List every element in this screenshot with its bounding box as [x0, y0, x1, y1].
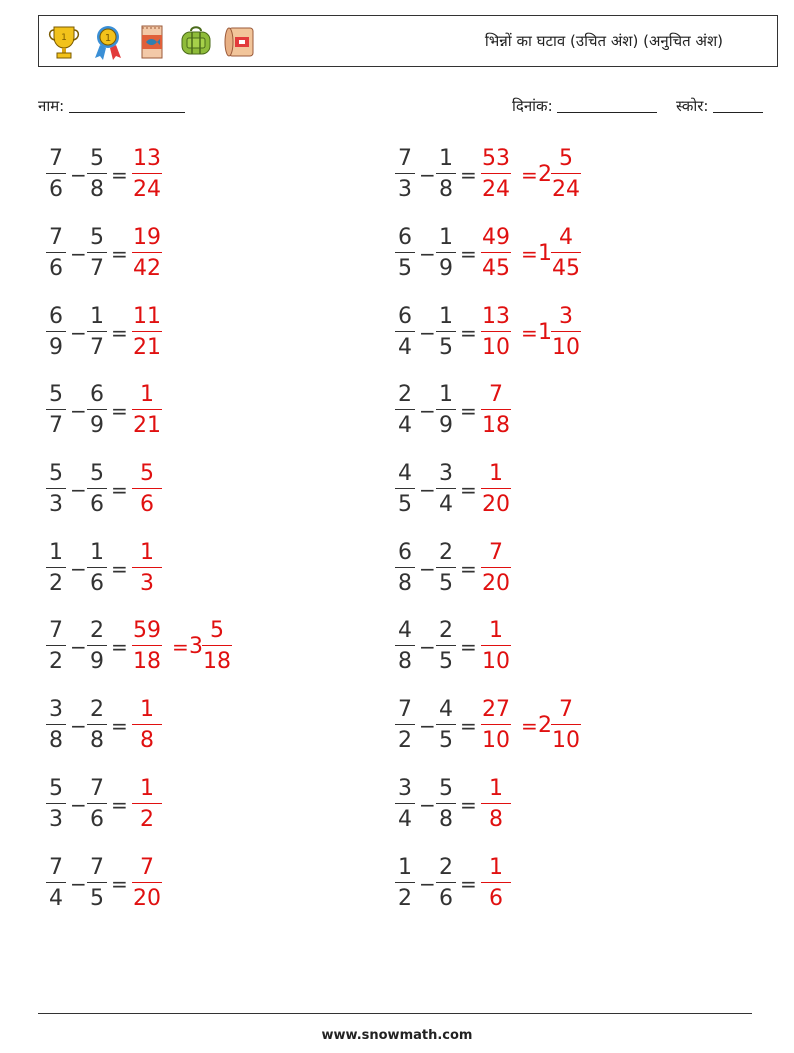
denominator: 8 [489, 807, 503, 832]
minus-sign: − [419, 872, 436, 896]
denominator: 8 [439, 177, 453, 202]
second-fraction [436, 539, 456, 599]
date-field [512, 96, 657, 116]
denominator: 18 [133, 649, 161, 674]
first-fraction [395, 775, 415, 835]
denominator: 18 [482, 413, 510, 438]
equals-sign: = [111, 635, 128, 659]
denominator: 6 [439, 886, 453, 911]
first-fraction [395, 303, 415, 363]
minus-sign: − [70, 635, 87, 659]
answer-fraction [132, 303, 162, 363]
numerator: 27 [481, 696, 511, 725]
denominator: 5 [398, 256, 412, 281]
name-field [38, 96, 185, 116]
denominator: 5 [439, 649, 453, 674]
fish-packet-icon [133, 23, 171, 61]
equals-sign: = [111, 399, 128, 423]
second-fraction [436, 381, 456, 441]
first-fraction [395, 145, 415, 205]
numerator: 1 [87, 539, 107, 568]
problem-4 [393, 224, 713, 284]
mixed-whole-number: 2 [538, 162, 552, 187]
answer-fraction [481, 539, 511, 599]
numerator: 7 [395, 696, 415, 725]
mixed-whole-number: 2 [538, 713, 552, 738]
mixed-equals-sign: = [521, 163, 538, 187]
numerator: 6 [395, 224, 415, 253]
denominator: 8 [90, 177, 104, 202]
numerator: 59 [132, 617, 162, 646]
second-fraction [87, 381, 107, 441]
denominator: 5 [439, 335, 453, 360]
denominator: 2 [140, 807, 154, 832]
denominator: 5 [439, 728, 453, 753]
numerator: 7 [46, 854, 66, 883]
minus-sign: − [70, 242, 87, 266]
numerator: 2 [436, 539, 456, 568]
problem-14 [393, 617, 713, 677]
denominator: 4 [398, 413, 412, 438]
numerator: 5 [132, 460, 162, 489]
mixed-equals-sign: = [172, 635, 189, 659]
numerator: 2 [436, 854, 456, 883]
name-blank[interactable] [69, 98, 185, 113]
second-fraction [87, 224, 107, 284]
footer-divider [38, 1013, 752, 1014]
minus-sign: − [419, 793, 436, 817]
numerator: 4 [395, 460, 415, 489]
denominator: 2 [49, 571, 63, 596]
denominator: 4 [49, 886, 63, 911]
second-fraction [436, 303, 456, 363]
numerator: 2 [87, 617, 107, 646]
minus-sign: − [70, 478, 87, 502]
numerator: 5 [46, 460, 66, 489]
denominator: 24 [482, 177, 510, 202]
second-fraction [87, 854, 107, 914]
answer-fraction [132, 145, 162, 205]
problem-12 [393, 539, 713, 599]
answer-fraction [481, 460, 511, 520]
first-fraction [46, 460, 66, 520]
numerator: 4 [395, 617, 415, 646]
denominator: 10 [482, 649, 510, 674]
numerator: 5 [202, 617, 232, 646]
denominator: 5 [90, 886, 104, 911]
equals-sign: = [460, 793, 477, 817]
numerator: 19 [132, 224, 162, 253]
denominator: 2 [49, 649, 63, 674]
name-label: नाम: [38, 97, 65, 115]
numerator: 6 [395, 303, 415, 332]
numerator: 5 [87, 145, 107, 174]
minus-sign: − [419, 714, 436, 738]
numerator: 1 [132, 539, 162, 568]
problem-5 [44, 303, 364, 363]
equals-sign: = [111, 163, 128, 187]
denominator: 20 [482, 492, 510, 517]
numerator: 5 [436, 775, 456, 804]
minus-sign: − [419, 557, 436, 581]
problem-9 [44, 460, 364, 520]
denominator: 18 [203, 649, 231, 674]
second-fraction [436, 145, 456, 205]
denominator: 5 [439, 571, 453, 596]
mixed-fraction [202, 617, 232, 677]
mixed-whole-number: 1 [538, 320, 552, 345]
denominator: 9 [439, 256, 453, 281]
problem-11 [44, 539, 364, 599]
first-fraction [46, 224, 66, 284]
denominator: 10 [482, 335, 510, 360]
second-fraction [436, 696, 456, 756]
minus-sign: − [419, 163, 436, 187]
answer-fraction [132, 854, 162, 914]
mixed-fraction [551, 145, 581, 205]
first-fraction [46, 145, 66, 205]
denominator: 24 [552, 177, 580, 202]
equals-sign: = [111, 714, 128, 738]
second-fraction [436, 460, 456, 520]
denominator: 9 [90, 413, 104, 438]
minus-sign: − [70, 399, 87, 423]
numerator: 5 [87, 460, 107, 489]
problem-8 [393, 381, 713, 441]
numerator: 5 [87, 224, 107, 253]
second-fraction [87, 775, 107, 835]
problem-16 [393, 696, 713, 756]
denominator: 4 [398, 807, 412, 832]
numerator: 7 [132, 854, 162, 883]
numerator: 7 [395, 145, 415, 174]
answer-fraction [481, 303, 511, 363]
denominator: 4 [439, 492, 453, 517]
numerator: 7 [481, 381, 511, 410]
minus-sign: − [419, 635, 436, 659]
numerator: 6 [46, 303, 66, 332]
problem-1 [44, 145, 364, 205]
problem-20 [393, 854, 713, 914]
numerator: 7 [551, 696, 581, 725]
numerator: 3 [395, 775, 415, 804]
denominator: 20 [133, 886, 161, 911]
svg-text:1: 1 [61, 33, 67, 43]
minus-sign: − [419, 242, 436, 266]
denominator: 6 [90, 492, 104, 517]
problem-17 [44, 775, 364, 835]
date-label: दिनांक: [512, 97, 553, 115]
numerator: 1 [87, 303, 107, 332]
numerator: 13 [481, 303, 511, 332]
equals-sign: = [460, 714, 477, 738]
medal-icon [89, 23, 127, 61]
answer-fraction [132, 775, 162, 835]
equals-sign: = [460, 557, 477, 581]
numerator: 1 [436, 303, 456, 332]
denominator: 8 [140, 728, 154, 753]
first-fraction [46, 854, 66, 914]
numerator: 1 [46, 539, 66, 568]
denominator: 8 [398, 571, 412, 596]
denominator: 2 [398, 886, 412, 911]
minus-sign: − [70, 163, 87, 187]
problem-6 [393, 303, 713, 363]
numerator: 5 [551, 145, 581, 174]
second-fraction [87, 460, 107, 520]
second-fraction [87, 303, 107, 363]
denominator: 45 [552, 256, 580, 281]
second-fraction [87, 696, 107, 756]
answer-fraction [481, 381, 511, 441]
denominator: 6 [90, 571, 104, 596]
second-fraction [436, 775, 456, 835]
answer-fraction [132, 617, 162, 677]
numerator: 3 [436, 460, 456, 489]
numerator: 1 [395, 854, 415, 883]
denominator: 9 [439, 413, 453, 438]
numerator: 7 [46, 617, 66, 646]
numerator: 2 [395, 381, 415, 410]
numerator: 4 [436, 696, 456, 725]
numerator: 7 [87, 854, 107, 883]
equals-sign: = [111, 793, 128, 817]
minus-sign: − [70, 793, 87, 817]
denominator: 42 [133, 256, 161, 281]
bandage-icon [221, 23, 259, 61]
mixed-whole-number: 3 [189, 634, 203, 659]
mixed-fraction [551, 303, 581, 363]
numerator: 1 [436, 381, 456, 410]
answer-fraction [132, 460, 162, 520]
numerator: 1 [481, 775, 511, 804]
numerator: 1 [436, 145, 456, 174]
numerator: 7 [46, 145, 66, 174]
equals-sign: = [460, 321, 477, 345]
numerator: 1 [481, 617, 511, 646]
numerator: 13 [132, 145, 162, 174]
trophy-icon [45, 23, 83, 61]
equals-sign: = [111, 321, 128, 345]
numerator: 3 [46, 696, 66, 725]
mixed-equals-sign: = [521, 321, 538, 345]
minus-sign: − [70, 557, 87, 581]
denominator: 6 [49, 256, 63, 281]
denominator: 20 [482, 571, 510, 596]
answer-fraction [481, 224, 511, 284]
equals-sign: = [111, 557, 128, 581]
problem-2 [393, 145, 713, 205]
worksheet-header [38, 15, 778, 67]
second-fraction [436, 617, 456, 677]
denominator: 8 [398, 649, 412, 674]
numerator: 2 [87, 696, 107, 725]
denominator: 24 [133, 177, 161, 202]
numerator: 5 [46, 775, 66, 804]
answer-fraction [481, 145, 511, 205]
first-fraction [46, 696, 66, 756]
problem-7 [44, 381, 364, 441]
problem-3 [44, 224, 364, 284]
problem-19 [44, 854, 364, 914]
denominator: 21 [133, 335, 161, 360]
first-fraction [395, 539, 415, 599]
first-fraction [46, 539, 66, 599]
second-fraction [87, 539, 107, 599]
minus-sign: − [70, 321, 87, 345]
numerator: 6 [395, 539, 415, 568]
minus-sign: − [419, 321, 436, 345]
denominator: 9 [90, 649, 104, 674]
minus-sign: − [70, 872, 87, 896]
equals-sign: = [460, 242, 477, 266]
equals-sign: = [460, 399, 477, 423]
answer-fraction [481, 775, 511, 835]
denominator: 6 [90, 807, 104, 832]
denominator: 6 [140, 492, 154, 517]
first-fraction [46, 617, 66, 677]
numerator: 1 [436, 224, 456, 253]
denominator: 7 [90, 335, 104, 360]
denominator: 21 [133, 413, 161, 438]
equals-sign: = [111, 478, 128, 502]
first-fraction [46, 381, 66, 441]
numerator: 6 [87, 381, 107, 410]
denominator: 7 [49, 413, 63, 438]
second-fraction [436, 224, 456, 284]
numerator: 7 [481, 539, 511, 568]
backpack-icon [177, 23, 215, 61]
first-fraction [395, 854, 415, 914]
score-label: स्कोर: [676, 97, 709, 115]
numerator: 49 [481, 224, 511, 253]
answer-fraction [132, 539, 162, 599]
numerator: 1 [481, 460, 511, 489]
first-fraction [395, 617, 415, 677]
numerator: 4 [551, 224, 581, 253]
answer-fraction [481, 854, 511, 914]
equals-sign: = [460, 478, 477, 502]
answer-fraction [481, 696, 511, 756]
equals-sign: = [460, 163, 477, 187]
denominator: 3 [49, 807, 63, 832]
denominator: 8 [90, 728, 104, 753]
first-fraction [395, 381, 415, 441]
mixed-equals-sign: = [521, 242, 538, 266]
website-footer: www.snowmath.com [321, 1028, 473, 1043]
problem-13 [44, 617, 364, 677]
date-blank[interactable] [557, 98, 657, 113]
denominator: 3 [49, 492, 63, 517]
denominator: 5 [398, 492, 412, 517]
problem-10 [393, 460, 713, 520]
answer-fraction [132, 224, 162, 284]
minus-sign: − [70, 714, 87, 738]
numerator: 3 [551, 303, 581, 332]
score-blank[interactable] [713, 98, 763, 113]
numerator: 2 [436, 617, 456, 646]
worksheet-title: भिन्नों का घटाव (उचित अंश) (अनुचित अंश) [484, 32, 723, 50]
first-fraction [46, 775, 66, 835]
denominator: 6 [49, 177, 63, 202]
denominator: 8 [49, 728, 63, 753]
equals-sign: = [111, 242, 128, 266]
numerator: 5 [46, 381, 66, 410]
numerator: 53 [481, 145, 511, 174]
first-fraction [46, 303, 66, 363]
mixed-equals-sign: = [521, 714, 538, 738]
second-fraction [87, 145, 107, 205]
problem-15 [44, 696, 364, 756]
answer-fraction [481, 617, 511, 677]
minus-sign: − [419, 478, 436, 502]
numerator: 11 [132, 303, 162, 332]
numerator: 7 [46, 224, 66, 253]
denominator: 7 [90, 256, 104, 281]
denominator: 3 [140, 571, 154, 596]
denominator: 6 [489, 886, 503, 911]
answer-fraction [132, 696, 162, 756]
denominator: 3 [398, 177, 412, 202]
denominator: 10 [552, 335, 580, 360]
numerator: 1 [132, 775, 162, 804]
numerator: 1 [481, 854, 511, 883]
score-field [676, 96, 763, 116]
denominator: 2 [398, 728, 412, 753]
svg-text:1: 1 [104, 33, 112, 44]
second-fraction [436, 854, 456, 914]
denominator: 10 [552, 728, 580, 753]
equals-sign: = [111, 872, 128, 896]
mixed-fraction [551, 224, 581, 284]
problem-18 [393, 775, 713, 835]
numerator: 1 [132, 696, 162, 725]
denominator: 45 [482, 256, 510, 281]
equals-sign: = [460, 635, 477, 659]
second-fraction [87, 617, 107, 677]
mixed-whole-number: 1 [538, 241, 552, 266]
equals-sign: = [460, 872, 477, 896]
numerator: 7 [87, 775, 107, 804]
mixed-fraction [551, 696, 581, 756]
answer-fraction [132, 381, 162, 441]
denominator: 4 [398, 335, 412, 360]
first-fraction [395, 224, 415, 284]
denominator: 10 [482, 728, 510, 753]
denominator: 9 [49, 335, 63, 360]
first-fraction [395, 460, 415, 520]
first-fraction [395, 696, 415, 756]
denominator: 8 [439, 807, 453, 832]
minus-sign: − [419, 399, 436, 423]
numerator: 1 [132, 381, 162, 410]
